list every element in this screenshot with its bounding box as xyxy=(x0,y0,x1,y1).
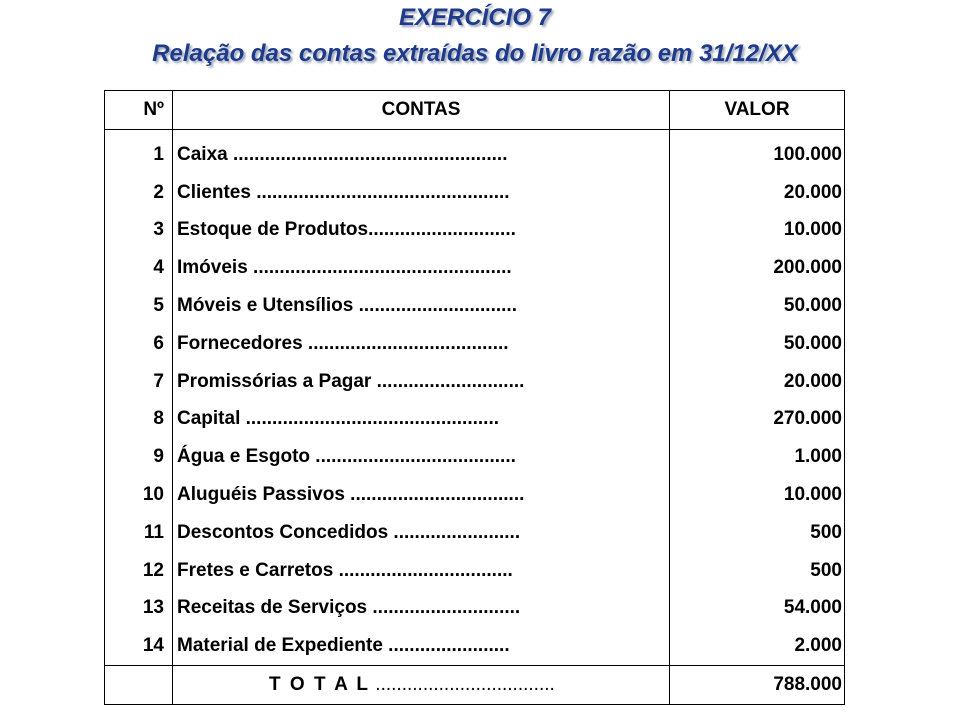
row-num: 12 xyxy=(105,552,173,590)
row-account: Aluguéis Passivos ................................. xyxy=(173,476,670,514)
row-num: 13 xyxy=(105,590,173,628)
table-row xyxy=(105,287,845,325)
total-dots: .................................. xyxy=(370,674,555,696)
total-num-cell xyxy=(105,666,173,705)
table-row xyxy=(105,438,845,476)
row-value: 500 xyxy=(670,514,845,552)
table-row xyxy=(105,552,845,590)
row-value: 2.000 xyxy=(670,627,845,665)
row-account: Clientes ................................................ xyxy=(173,174,670,212)
table-row xyxy=(105,401,845,439)
row-num: 14 xyxy=(105,627,173,665)
table-row xyxy=(105,212,845,250)
row-num: 7 xyxy=(105,363,173,401)
row-num: 10 xyxy=(105,476,173,514)
table-row xyxy=(105,130,845,174)
row-value: 20.000 xyxy=(670,363,845,401)
table-header-row xyxy=(105,91,845,130)
row-num: 8 xyxy=(105,401,173,439)
table-row xyxy=(105,249,845,287)
row-account: Caixa .................................................... xyxy=(173,130,670,174)
row-value: 100.000 xyxy=(670,130,845,174)
row-account: Água e Esgoto ...................................... xyxy=(173,438,670,476)
row-account: Fornecedores ...................................... xyxy=(173,325,670,363)
row-account: Móveis e Utensílios .............................. xyxy=(173,287,670,325)
total-label-cell xyxy=(173,666,670,705)
row-value: 10.000 xyxy=(670,476,845,514)
row-account: Descontos Concedidos ........................ xyxy=(173,514,670,552)
table-row xyxy=(105,627,845,665)
ledger-table xyxy=(104,90,845,705)
table-row xyxy=(105,590,845,628)
row-value: 500 xyxy=(670,552,845,590)
row-account: Estoque de Produtos............................ xyxy=(173,212,670,250)
row-value: 20.000 xyxy=(670,174,845,212)
exercise-subtitle: Relação das contas extraídas do livro razão em 31/12/XX xyxy=(152,40,798,67)
row-account: Fretes e Carretos ................................. xyxy=(173,552,670,590)
row-account: Promissórias a Pagar ............................ xyxy=(173,363,670,401)
row-value: 200.000 xyxy=(670,249,845,287)
row-num: 4 xyxy=(105,249,173,287)
table-row xyxy=(105,325,845,363)
header-contas: CONTAS xyxy=(173,91,670,130)
row-value: 270.000 xyxy=(670,401,845,439)
exercise-title: EXERCÍCIO 7 xyxy=(398,4,552,31)
table-row xyxy=(105,514,845,552)
row-account: Material de Expediente ....................... xyxy=(173,627,670,665)
row-value: 54.000 xyxy=(670,590,845,628)
table-row xyxy=(105,363,845,401)
table-row xyxy=(105,476,845,514)
row-num: 11 xyxy=(105,514,173,552)
row-account: Capital ................................................ xyxy=(173,401,670,439)
table-row xyxy=(105,174,845,212)
row-account: Receitas de Serviços ............................ xyxy=(173,590,670,628)
row-value: 50.000 xyxy=(670,325,845,363)
row-value: 10.000 xyxy=(670,212,845,250)
row-num: 5 xyxy=(105,287,173,325)
total-label: T O T A L xyxy=(269,674,371,696)
row-num: 3 xyxy=(105,212,173,250)
row-account: Imóveis ................................................. xyxy=(173,249,670,287)
row-num: 6 xyxy=(105,325,173,363)
row-num: 9 xyxy=(105,438,173,476)
total-value: 788.000 xyxy=(670,666,845,705)
row-num: 1 xyxy=(105,130,173,174)
total-row xyxy=(105,666,845,705)
header-num: Nº xyxy=(105,91,173,130)
row-value: 1.000 xyxy=(670,438,845,476)
row-num: 2 xyxy=(105,174,173,212)
header-valor: VALOR xyxy=(670,91,845,130)
row-value: 50.000 xyxy=(670,287,845,325)
